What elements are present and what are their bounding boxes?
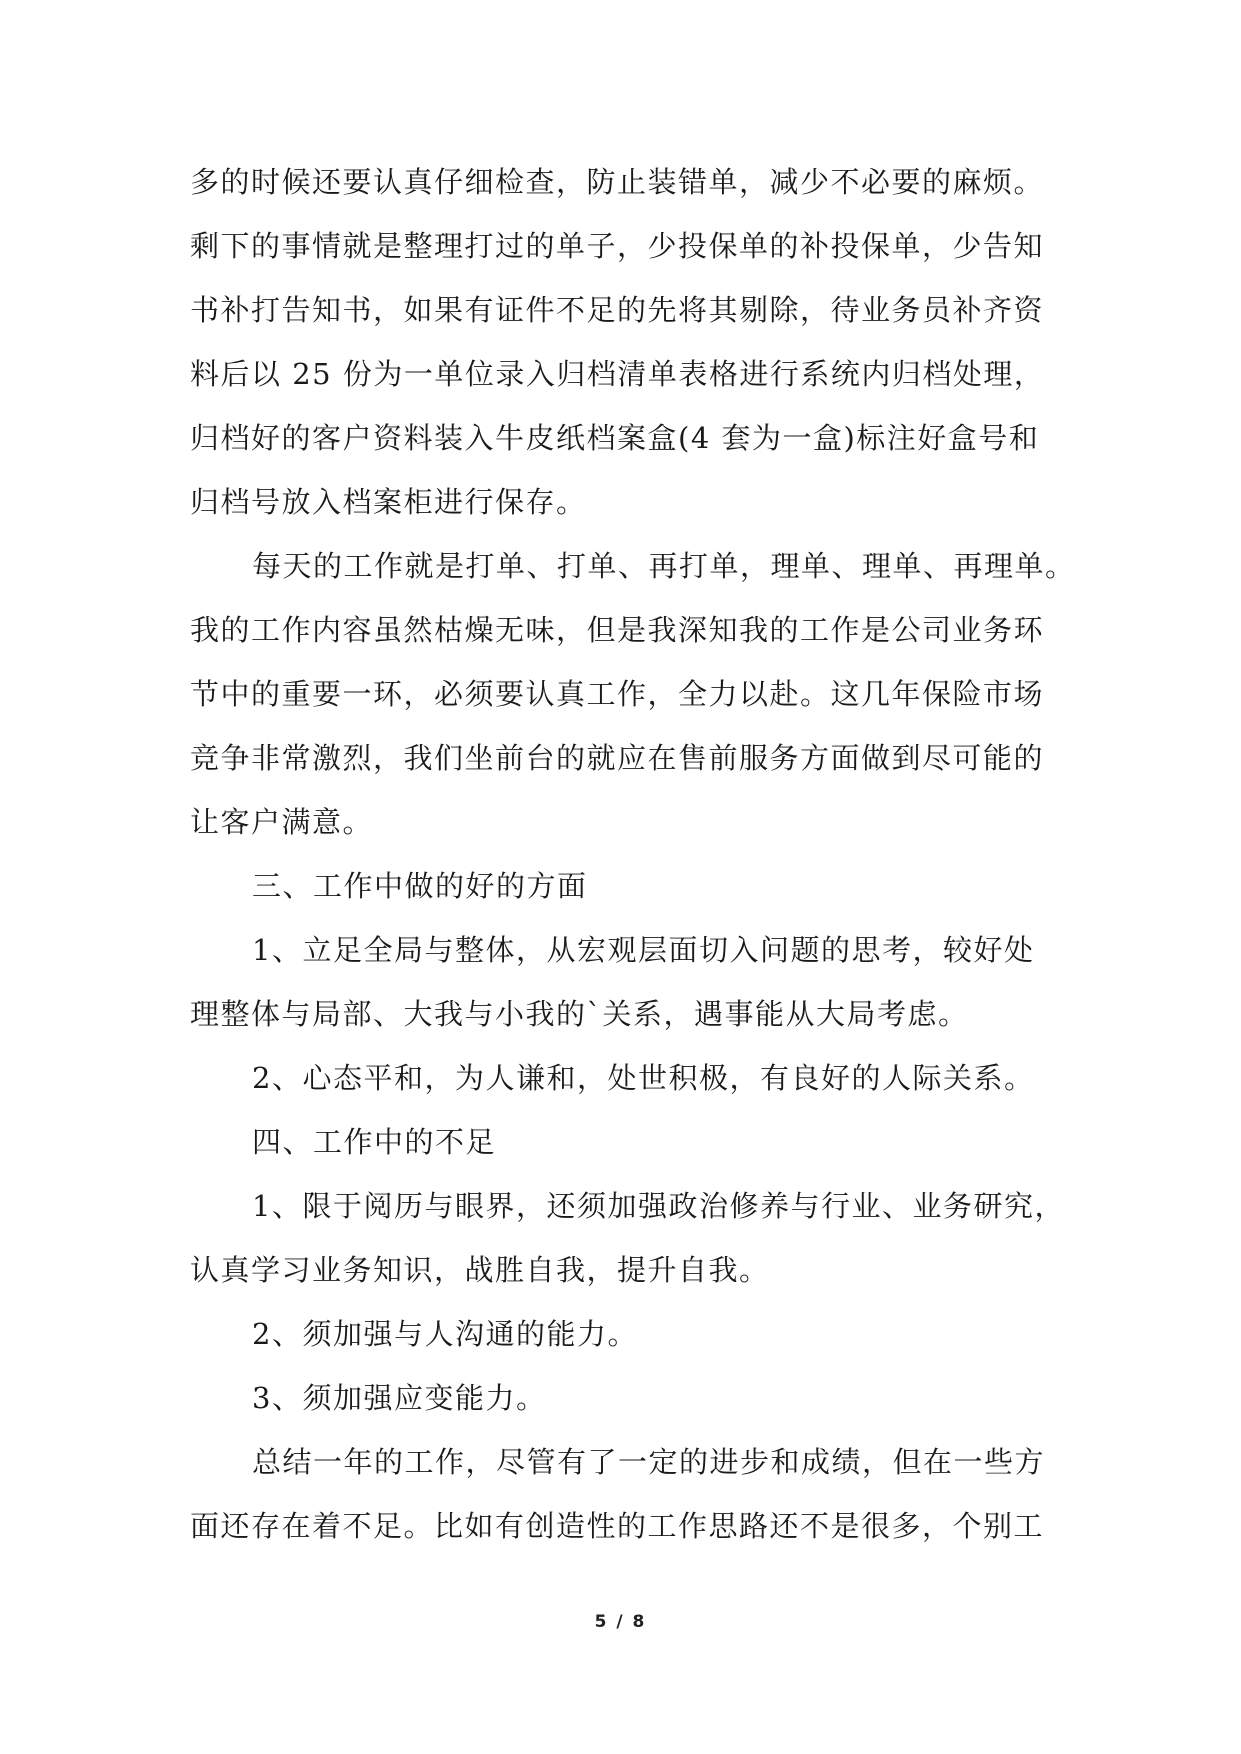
text-line: 让客户满意。 bbox=[190, 805, 374, 839]
paragraph-first-line: 总结一年的工作，尽管有了一定的进步和成绩，但在一些方 bbox=[252, 1445, 1046, 1479]
section-heading: 三、工作中做的好的方面 bbox=[252, 869, 588, 903]
list-item-first-line: 3、须加强应变能力。 bbox=[252, 1381, 547, 1415]
paragraph-first-line: 每天的工作就是打单、打单、再打单，理单、理单、再理单。 bbox=[252, 549, 1076, 583]
text-line: 剩下的事情就是整理打过的单子，少投保单的补投保单，少告知 bbox=[190, 229, 1045, 263]
text-line: 节中的重要一环，必须要认真工作，全力以赴。这几年保险市场 bbox=[190, 677, 1045, 711]
text-line: 理整体与局部、大我与小我的`关系，遇事能从大局考虑。 bbox=[190, 997, 969, 1031]
page-number: 5 / 8 bbox=[594, 1612, 647, 1632]
text-line: 书补打告知书，如果有证件不足的先将其剔除，待业务员补齐资 bbox=[190, 293, 1045, 327]
list-item-first-line: 1、限于阅历与眼界，还须加强政治修养与行业、业务研究， bbox=[252, 1189, 1065, 1223]
list-item-first-line: 1、立足全局与整体，从宏观层面切入问题的思考，较好处 bbox=[252, 933, 1035, 967]
text-line: 面还存在着不足。比如有创造性的工作思路还不是很多，个别工 bbox=[190, 1509, 1045, 1543]
section-heading: 四、工作中的不足 bbox=[252, 1125, 497, 1159]
text-line: 认真学习业务知识，战胜自我，提升自我。 bbox=[190, 1253, 770, 1287]
text-line: 归档好的客户资料装入牛皮纸档案盒(4 套为一盒)标注好盒号和 bbox=[190, 421, 1040, 455]
text-line: 竞争非常激烈，我们坐前台的就应在售前服务方面做到尽可能的 bbox=[190, 741, 1045, 775]
list-item-first-line: 2、须加强与人沟通的能力。 bbox=[252, 1317, 638, 1351]
text-line: 料后以 25 份为一单位录入归档清单表格进行系统内归档处理， bbox=[190, 357, 1045, 391]
list-item-first-line: 2、心态平和，为人谦和，处世积极，有良好的人际关系。 bbox=[252, 1061, 1035, 1095]
text-line: 归档号放入档案柜进行保存。 bbox=[190, 485, 587, 519]
text-line: 我的工作内容虽然枯燥无味，但是我深知我的工作是公司业务环 bbox=[190, 613, 1045, 647]
text-line: 多的时候还要认真仔细检查，防止装错单，减少不必要的麻烦。 bbox=[190, 165, 1045, 199]
body-text bbox=[190, 150, 1076, 1558]
